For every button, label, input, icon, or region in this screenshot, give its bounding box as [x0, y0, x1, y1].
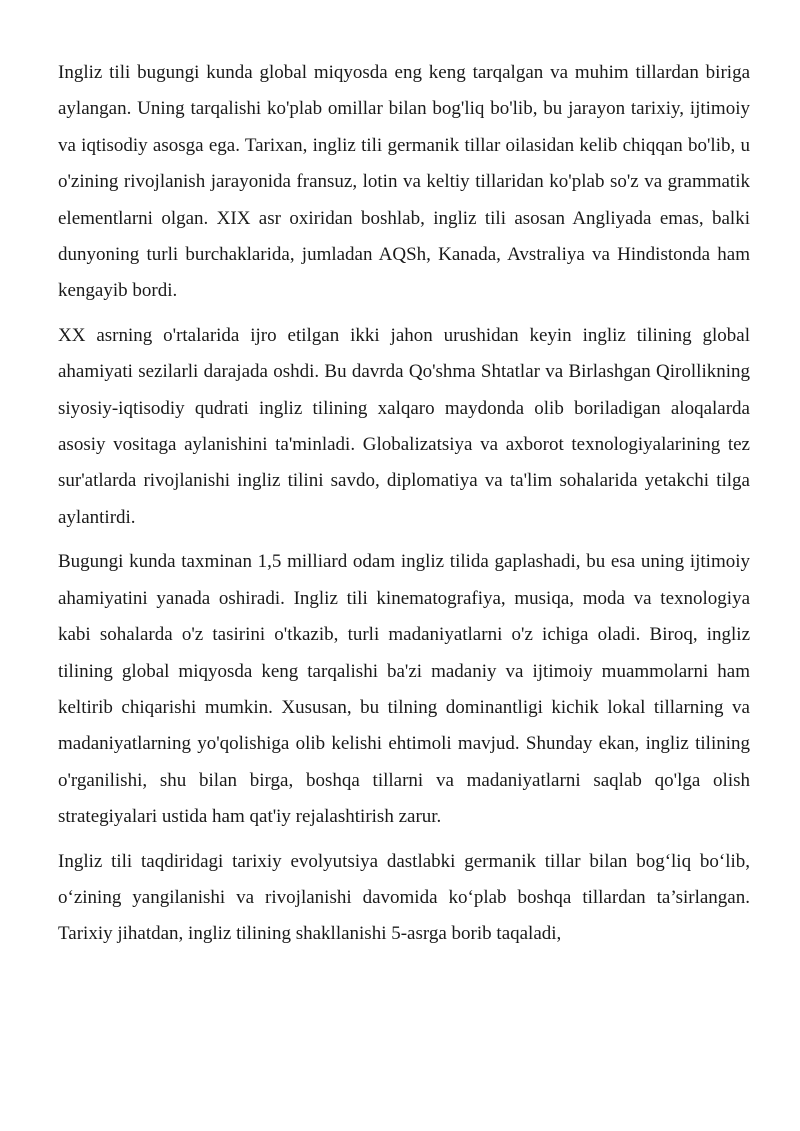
paragraph-1: Ingliz tili bugungi kunda global miqyosda eng keng tarqalgan va muhim tillardan biriga aylangan. Uning tarqalishi ko'plab omillar bilan bog'liq bo'lib, bu jarayon tarixiy, ijtimoiy va iqtisodiy asosga ega. Tarixan, ingliz tili germanik tillar oilasidan kelib chiqqan bo'lib, u o'zining rivojlanish jarayonida fransuz, lotin va keltiy tillaridan ko'plab so'z va grammatik elementlarni olgan. XIX asr oxiridan boshlab, ingliz tili asosan Angliyada emas, balki dunyoning turli burchaklarida, jumladan AQSh, Kanada, Avstraliya va Hindistonda ham kengayib bordi.: [58, 62, 750, 302]
paragraph-2: XX asrning o'rtalarida ijro etilgan ikki jahon urushidan keyin ingliz tilining global ahamiyati sezilarli darajada oshdi. Bu davrda Qo'shma Shtatlar va Birlashgan Qirollikning siyosiy-iqtisodiy qudrati ingliz tilining xalqaro maydonda olib boriladigan aloqalarda asosiy vositaga aylanishini ta'minladi. Globalizatsiya va axborot texnologiyalarining tez sur'atlarda rivojlanishi ingliz tilini savdo, diplomatiya va ta'lim sohalarida yetakchi tilga aylantirdi.: [58, 324, 750, 528]
paragraph-3: Bugungi kunda taxminan 1,5 milliard odam ingliz tilida gaplashadi, bu esa uning ijtimoiy ahamiyatini yanada oshiradi. Ingliz tili kinematografiya, musiqa, moda va texnologiya kabi sohalarda o'z tasirini o'tkazib, turli madaniyatlarni o'z ichiga oladi. Biroq, ingliz tilining global miqyosda keng tarqalishi ba'zi madaniy va ijtimoiy muammolarni ham keltirib chiqarishi mumkin. Xususan, bu tilning dominantligi kichik lokal tillarning va madaniyatlarning yo'qolishiga olib kelishi ehtimoli mavjud. Shunday ekan, ingliz tilining o'rganilishi, shu bilan birga, boshqa tillarni va madaniyatlarni saqlab qo'lga olish strategiyalari ustida ham qat'iy rejalashtirish zarur.: [58, 551, 750, 828]
document-page: [58, 55, 750, 961]
paragraph-4: Ingliz tili taqdiridagi tarixiy evolyutsiya dastlabki germanik tillar bilan bog‘liq bo‘lib, o‘zining yangilanishi va rivojlanishi davomida ko‘plab boshqa tillardan ta’sirlangan. Tarixiy jihatdan, ingliz tilining shakllanishi 5-asrga borib taqaladi,: [58, 850, 750, 945]
